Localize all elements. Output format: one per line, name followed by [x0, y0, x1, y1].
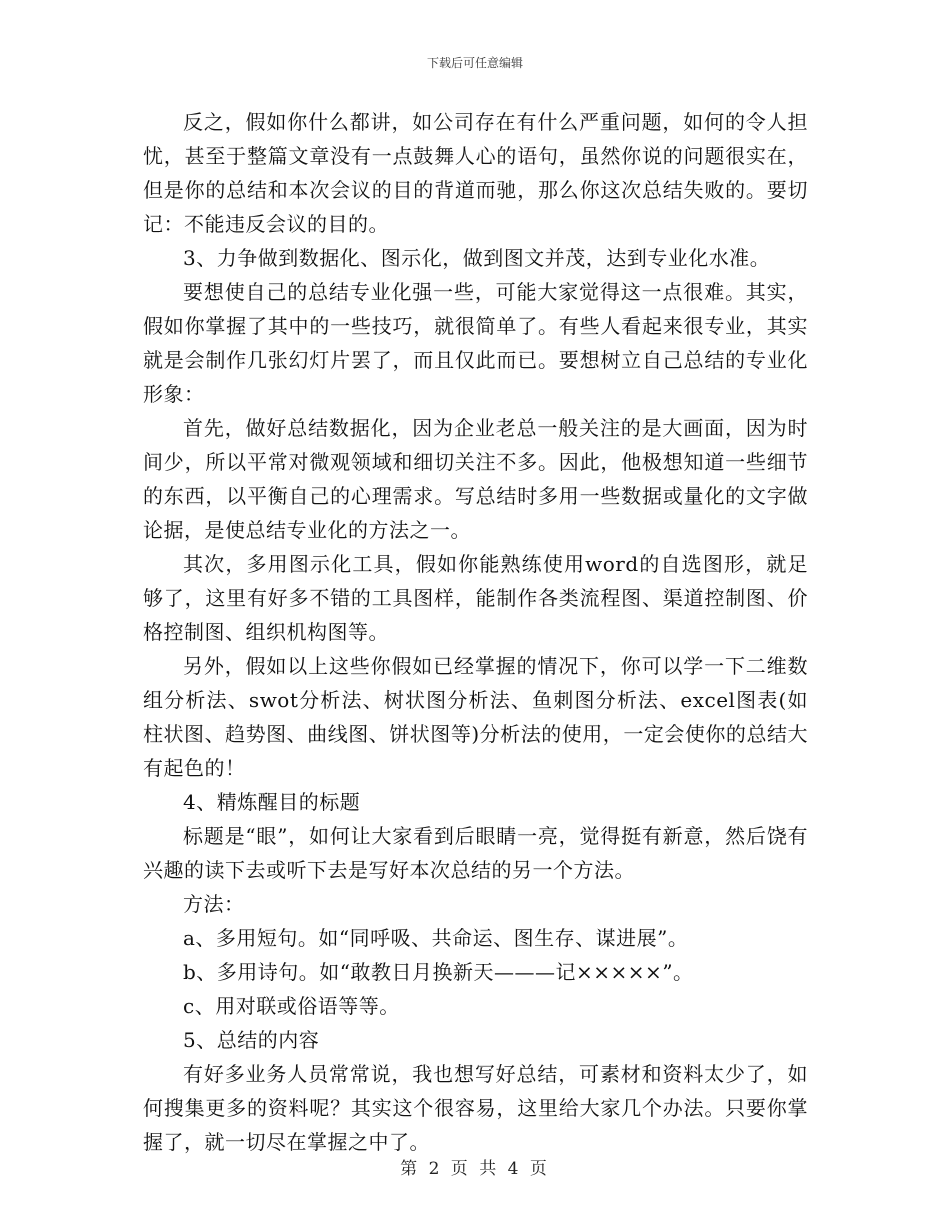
paragraph: 首先，做好总结数据化，因为企业老总一般关注的是大画面，因为时间少，所以平常对微观领域和细切关注不多。因此，他极想知道一些细节的东西，以平衡自己的心理需求。写总结时多用一些数据或量化的文字做论据，是使总结专业化的方法之一。: [143, 416, 808, 542]
page-footer: 第 2 页 共 4 页: [400, 1159, 550, 1179]
list-item: b、多用诗句。如“敢教日月换新天———记×××××”。: [183, 960, 694, 984]
section-heading: 3、力争做到数据化、图示化，做到图文并茂，达到专业化水准。: [183, 246, 771, 270]
paragraph: 标题是“眼”，如何让大家看到后眼睛一亮，觉得挺有新意，然后饶有兴趣的读下去或听下去是写好本次总结的另一个方法。: [143, 824, 808, 882]
list-item: c、用对联或俗语等等。: [183, 994, 400, 1018]
paragraph: 方法：: [183, 892, 245, 916]
paragraph: 要想使自己的总结专业化强一些，可能大家觉得这一点很难。其实，假如你掌握了其中的一些技巧，就很简单了。有些人看起来很专业，其实就是会制作几张幻灯片罢了，而且仅此而已。要想树立自己总结的专业化形象：: [143, 280, 808, 406]
section-heading: 5、总结的内容: [183, 1028, 320, 1052]
paragraph: 其次，多用图示化工具，假如你能熟练使用word的自选图形，就足够了，这里有好多不错的工具图样，能制作各类流程图、渠道控制图、价格控制图、组织机构图等。: [143, 552, 808, 644]
paragraph: 有好多业务人员常常说，我也想写好总结，可素材和资料太少了，如何搜集更多的资料呢？其实这个很容易，这里给大家几个办法。只要你掌握了，就一切尽在掌握之中了。: [143, 1062, 808, 1154]
document-body: [143, 105, 808, 1159]
section-heading: 4、精炼醒目的标题: [183, 790, 361, 814]
paragraph: 反之，假如你什么都讲，如公司存在有什么严重问题，如何的令人担忧，甚至于整篇文章没有一点鼓舞人心的语句，虽然你说的问题很实在，但是你的总结和本次会议的目的背道而驰，那么你这次总结失败的。要切记：不能违反会议的目的。: [143, 110, 808, 236]
page-header: 下载后可任意编辑: [426, 56, 523, 70]
list-item: a、多用短句。如“同呼吸、共命运、图生存、谋进展”。: [183, 926, 689, 950]
paragraph: 另外，假如以上这些你假如已经掌握的情况下，你可以学一下二维数组分析法、swot分析法、树状图分析法、鱼刺图分析法、excel图表(如柱状图、趋势图、曲线图、饼状图等)分析法的使用，一定会使你的总结大有起色的！: [143, 654, 808, 780]
